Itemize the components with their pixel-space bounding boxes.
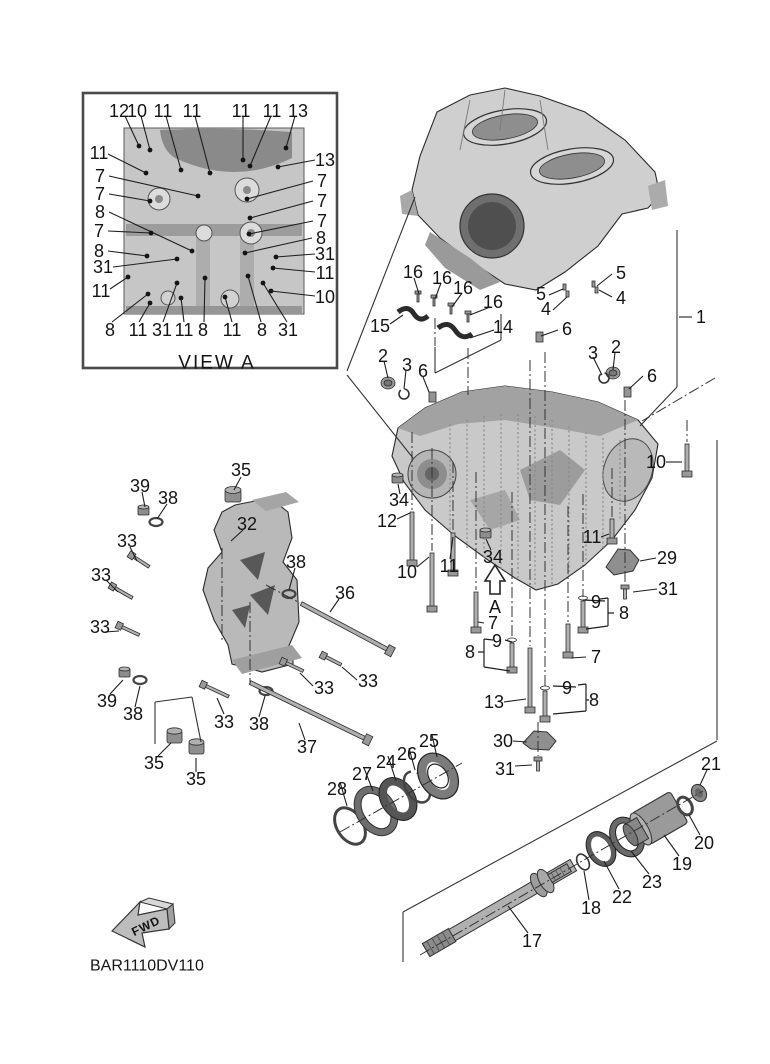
- part-callout-13: 13: [287, 101, 309, 121]
- leader-dot: [245, 197, 250, 202]
- bolt-10-right: [682, 444, 692, 477]
- part-callout-36: 36: [334, 583, 356, 603]
- leader-dot: [243, 251, 248, 256]
- part-callout-21: 21: [700, 754, 722, 774]
- bolt-33-c: [115, 621, 141, 638]
- part-callout-5: 5: [535, 284, 547, 304]
- leader-line: [599, 290, 612, 297]
- construction-line: [640, 387, 677, 426]
- part-callout-8: 8: [197, 320, 209, 340]
- part-callout-10: 10: [645, 452, 667, 472]
- leader-line: [664, 835, 679, 856]
- part-callout-8: 8: [93, 241, 105, 261]
- leader-line: [640, 558, 656, 561]
- part-callout-4: 4: [540, 299, 552, 319]
- o-ring-3-right: [599, 373, 609, 383]
- part-callout-33: 33: [90, 565, 112, 585]
- part-callout-10: 10: [396, 562, 418, 582]
- nut-34-left: [392, 473, 403, 483]
- washer-38-d: [134, 676, 147, 684]
- part-callout-11: 11: [222, 320, 242, 340]
- part-callout-33: 33: [213, 712, 235, 732]
- part-callout-38: 38: [157, 488, 179, 508]
- nut-21: [688, 782, 709, 805]
- part-callout-31: 31: [494, 759, 516, 779]
- part-callout-39: 39: [96, 691, 118, 711]
- part-callout-7: 7: [94, 184, 106, 204]
- part-callout-6: 6: [417, 361, 429, 381]
- part-callout-30: 30: [492, 731, 514, 751]
- part-callout-12: 12: [376, 511, 398, 531]
- part-callout-13: 13: [314, 150, 336, 170]
- part-callout-33: 33: [313, 678, 335, 698]
- leader-dot: [175, 257, 180, 262]
- construction-line: [192, 697, 201, 742]
- leader-dot: [190, 249, 195, 254]
- leader-line: [342, 667, 357, 680]
- part-callout-8: 8: [94, 202, 106, 222]
- plug-2-left: [381, 377, 395, 389]
- bolt-33-f: [319, 651, 343, 668]
- part-callout-8: 8: [104, 320, 116, 340]
- figure-text: FWD: [129, 913, 163, 939]
- part-callout-9: 9: [491, 631, 503, 651]
- leader-dot: [223, 295, 228, 300]
- nut-39-top: [138, 505, 149, 515]
- part-callout-20: 20: [693, 833, 715, 853]
- bolt-8-9-right: [578, 596, 588, 633]
- part-callout-35: 35: [185, 769, 207, 789]
- leader-dot: [145, 254, 150, 259]
- construction-line: [347, 197, 415, 371]
- construction-line: [155, 697, 192, 702]
- part-callout-7: 7: [487, 613, 499, 633]
- driveshaft-17: [420, 854, 580, 962]
- leader-line: [633, 589, 657, 592]
- part-callout-3: 3: [401, 355, 413, 375]
- leader-line: [300, 673, 313, 686]
- part-callout-7: 7: [316, 191, 328, 211]
- leader-line: [478, 622, 484, 623]
- part-callout-24: 24: [375, 752, 397, 772]
- screw-31-right: [621, 585, 629, 599]
- leader-dot: [146, 292, 151, 297]
- part-callout-12: 12: [108, 101, 130, 121]
- part-callout-8: 8: [464, 642, 476, 662]
- part-callout-32: 32: [236, 514, 258, 534]
- nut-34-mid: [480, 528, 491, 538]
- part-callout-38: 38: [285, 552, 307, 572]
- leader-line: [597, 274, 612, 286]
- part-callout-33: 33: [357, 671, 379, 691]
- part-callout-7: 7: [316, 171, 328, 191]
- part-callout-39: 39: [129, 476, 151, 496]
- leader-dot: [179, 296, 184, 301]
- washer-38-a: [150, 518, 163, 526]
- part-callout-7: 7: [93, 221, 105, 241]
- part-callout-35: 35: [230, 460, 252, 480]
- nut-39-bottom: [119, 667, 130, 677]
- part-callout-11: 11: [315, 263, 335, 283]
- part-callout-31: 31: [277, 320, 299, 340]
- dowel-pins-5-4: [563, 281, 598, 297]
- leader-line: [504, 699, 526, 702]
- part-callout-33: 33: [116, 531, 138, 551]
- view-a-inset: [83, 93, 337, 368]
- spacer-6-left: [429, 392, 436, 402]
- bolt-36: [299, 599, 396, 657]
- leader-dot: [241, 158, 246, 163]
- part-callout-11: 11: [128, 320, 148, 340]
- leader-dot: [144, 171, 149, 176]
- part-callout-2: 2: [610, 337, 622, 357]
- part-callout-6: 6: [561, 319, 573, 339]
- leader-dot: [148, 148, 153, 153]
- part-callout-23: 23: [641, 872, 663, 892]
- bolt-7-right: [563, 624, 573, 658]
- part-callout-7: 7: [316, 211, 328, 231]
- leader-dot: [126, 275, 131, 280]
- part-callout-11: 11: [439, 556, 459, 576]
- part-callout-34: 34: [388, 490, 410, 510]
- bolt-37: [248, 678, 373, 746]
- part-callout-14: 14: [492, 317, 514, 337]
- bolt-33-d: [199, 680, 230, 699]
- figure-text: VIEW A: [178, 352, 256, 374]
- bolt-10-left: [427, 553, 437, 612]
- leader-line: [553, 297, 567, 310]
- part-callout-5: 5: [615, 263, 627, 283]
- leader-line: [390, 315, 403, 324]
- leader-dot: [274, 255, 279, 260]
- leader-line: [508, 906, 528, 933]
- part-callout-4: 4: [615, 288, 627, 308]
- damper-35-b2: [189, 739, 204, 754]
- part-callout-28: 28: [326, 779, 348, 799]
- bearing-25: [409, 745, 467, 806]
- leader-line: [584, 871, 589, 900]
- leader-dot: [248, 216, 253, 221]
- bolt-33-b: [108, 582, 134, 601]
- part-callout-11: 11: [262, 101, 282, 121]
- leader-dot: [179, 168, 184, 173]
- part-callout-27: 27: [351, 764, 373, 784]
- part-callout-11: 11: [174, 320, 194, 340]
- part-callout-16: 16: [402, 262, 424, 282]
- leader-dot: [203, 276, 208, 281]
- part-callout-1: 1: [695, 307, 707, 327]
- leader-dot: [284, 146, 289, 151]
- leader-line: [541, 330, 558, 336]
- o-ring-3-left: [399, 389, 409, 399]
- part-callout-25: 25: [418, 731, 440, 751]
- leader-line: [689, 815, 700, 835]
- part-callout-8: 8: [588, 690, 600, 710]
- leader-dot: [247, 232, 252, 237]
- part-callout-22: 22: [611, 887, 633, 907]
- part-callout-31: 31: [657, 579, 679, 599]
- bracket-30: [523, 731, 556, 750]
- leader-line: [629, 376, 643, 389]
- part-callout-11: 11: [153, 101, 173, 121]
- leader-dot: [261, 281, 266, 286]
- leader-dot: [137, 144, 142, 149]
- bolt-13: [525, 648, 535, 713]
- part-callout-38: 38: [122, 704, 144, 724]
- part-callout-11: 11: [182, 101, 202, 121]
- part-callout-11: 11: [231, 101, 251, 121]
- leader-line: [515, 765, 532, 766]
- figure-text: BAR1110DV110: [90, 957, 204, 975]
- part-callout-7: 7: [94, 166, 106, 186]
- part-callout-34: 34: [482, 547, 504, 567]
- part-callout-38: 38: [248, 714, 270, 734]
- leader-dot: [175, 281, 180, 286]
- part-callout-11: 11: [582, 527, 602, 547]
- upper-crankcase-drawing: [400, 88, 668, 290]
- part-callout-17: 17: [521, 931, 543, 951]
- part-callout-2: 2: [377, 346, 389, 366]
- part-callout-11: 11: [91, 281, 111, 301]
- part-callout-18: 18: [580, 898, 602, 918]
- bolt-33-a: [127, 551, 151, 570]
- construction-line: [347, 375, 413, 458]
- leader-line: [631, 851, 649, 874]
- leader-line: [470, 330, 494, 338]
- damper-35-top: [225, 487, 241, 503]
- leader-line: [397, 513, 410, 519]
- leader-dot: [148, 199, 153, 204]
- figure-text: A: [488, 597, 502, 617]
- view-a-crankcase-top-view: [124, 128, 304, 314]
- part-callout-16: 16: [452, 278, 474, 298]
- bracket-29: [606, 549, 639, 575]
- spacer-6-mid: [536, 332, 543, 342]
- part-callout-8: 8: [315, 228, 327, 248]
- leader-dot: [208, 171, 213, 176]
- leader-dot: [248, 164, 253, 169]
- part-callout-31: 31: [92, 257, 114, 277]
- part-callout-7: 7: [590, 647, 602, 667]
- part-callout-19: 19: [671, 854, 693, 874]
- part-callout-8: 8: [256, 320, 268, 340]
- leader-dot: [246, 274, 251, 279]
- bolt-8-9-mid: [540, 686, 550, 722]
- part-callout-16: 16: [431, 268, 453, 288]
- leader-line: [549, 289, 563, 295]
- part-callout-31: 31: [151, 320, 173, 340]
- leader-line: [417, 557, 429, 567]
- leader-dot: [276, 165, 281, 170]
- part-callout-9: 9: [561, 678, 573, 698]
- leader-dot: [149, 231, 154, 236]
- part-callout-10: 10: [314, 287, 336, 307]
- part-callout-29: 29: [656, 548, 678, 568]
- part-callout-26: 26: [396, 744, 418, 764]
- wire-guide-15: [398, 308, 428, 319]
- part-callout-13: 13: [483, 692, 505, 712]
- part-callout-15: 15: [369, 316, 391, 336]
- wire-guide-14: [438, 324, 472, 336]
- part-callout-3: 3: [587, 343, 599, 363]
- part-callout-16: 16: [482, 292, 504, 312]
- bolt-7-left: [471, 592, 481, 633]
- screw-31-bottom: [534, 757, 542, 771]
- part-callout-8: 8: [618, 603, 630, 623]
- part-callout-35: 35: [143, 753, 165, 773]
- part-callout-37: 37: [296, 737, 318, 757]
- part-callout-10: 10: [126, 101, 148, 121]
- leader-dot: [271, 266, 276, 271]
- stud-bolt-12: [407, 512, 417, 566]
- damper-35-b1: [167, 728, 182, 743]
- part-callout-9: 9: [590, 592, 602, 612]
- part-callout-6: 6: [646, 366, 658, 386]
- bolt-8-9-left: [507, 638, 517, 673]
- part-callout-11: 11: [89, 143, 109, 163]
- part-callout-31: 31: [314, 244, 336, 264]
- leader-dot: [148, 301, 153, 306]
- leader-dot: [196, 194, 201, 199]
- part-callout-33: 33: [89, 617, 111, 637]
- leader-line: [604, 861, 619, 889]
